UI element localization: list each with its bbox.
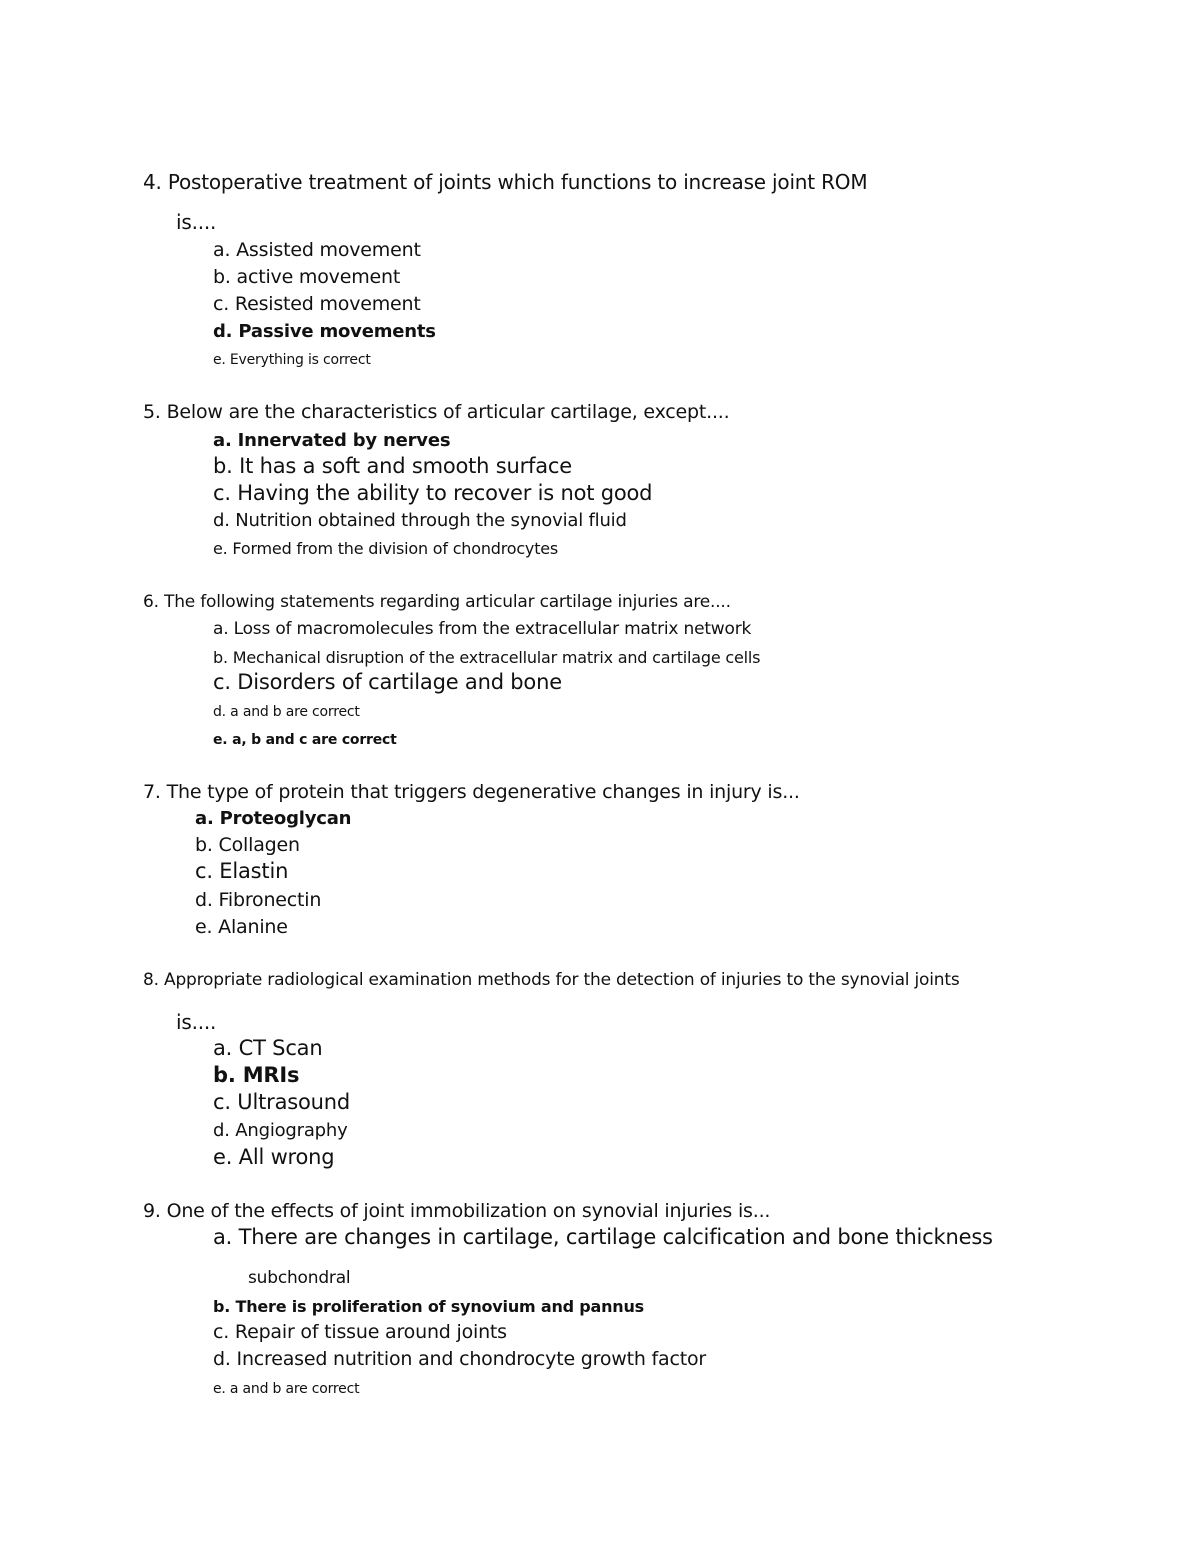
question-8-option-a: a. CT Scan [213, 1036, 323, 1060]
question-6-stem: 6. The following statements regarding articular cartilage injuries are.... [143, 592, 731, 612]
question-7-option-c: c. Elastin [195, 859, 289, 883]
question-9-stem: 9. One of the effects of joint immobilization on synovial injuries is... [143, 1200, 771, 1222]
question-9-option-d: d. Increased nutrition and chondrocyte growth factor [213, 1348, 707, 1370]
question-6-option-b: b. Mechanical disruption of the extracellular matrix and cartilage cells [213, 648, 761, 667]
question-5-option-d: d. Nutrition obtained through the synovial fluid [213, 510, 627, 531]
question-6-option-c: c. Disorders of cartilage and bone [213, 670, 562, 694]
question-7-option-e: e. Alanine [195, 916, 288, 938]
question-5-option-c: c. Having the ability to recover is not good [213, 481, 653, 505]
question-9-option-c: c. Repair of tissue around joints [213, 1321, 507, 1343]
question-9-option-b-answer: b. There is proliferation of synovium and pannus [213, 1297, 645, 1316]
question-8-option-c: c. Ultrasound [213, 1090, 350, 1114]
question-4-option-e: e. Everything is correct [213, 352, 371, 368]
question-4-stem: 4. Postoperative treatment of joints which functions to increase joint ROM [143, 170, 868, 194]
question-7-option-d: d. Fibronectin [195, 889, 322, 911]
question-4-stem-continued: is.... [176, 210, 217, 234]
question-4-option-c: c. Resisted movement [213, 293, 421, 315]
question-6-option-d: d. a and b are correct [213, 704, 360, 720]
question-7-stem: 7. The type of protein that triggers degenerative changes in injury is... [143, 781, 800, 803]
question-8-stem-continued: is.... [176, 1010, 217, 1034]
question-7-option-b: b. Collagen [195, 834, 300, 856]
question-4-option-b: b. active movement [213, 266, 401, 288]
question-9-option-e: e. a and b are correct [213, 1381, 360, 1397]
question-4-option-a: a. Assisted movement [213, 239, 421, 261]
question-4-option-d-answer: d. Passive movements [213, 321, 436, 342]
question-8-option-d: d. Angiography [213, 1120, 348, 1141]
question-9-option-a-continued: subchondral [248, 1268, 351, 1288]
question-7-option-a-answer: a. Proteoglycan [195, 808, 352, 829]
question-6-option-e-answer: e. a, b and c are correct [213, 732, 397, 748]
question-5-stem: 5. Below are the characteristics of articular cartilage, except.... [143, 401, 730, 423]
question-8-option-e: e. All wrong [213, 1145, 335, 1169]
question-8-stem: 8. Appropriate radiological examination methods for the detection of injuries to the synovial joints [143, 970, 960, 990]
question-6-option-a: a. Loss of macromolecules from the extracellular matrix network [213, 619, 752, 639]
question-5-option-e: e. Formed from the division of chondrocytes [213, 539, 559, 558]
question-5-option-a-answer: a. Innervated by nerves [213, 430, 451, 451]
question-5-option-b: b. It has a soft and smooth surface [213, 454, 572, 478]
question-8-option-b-answer: b. MRIs [213, 1063, 300, 1087]
question-9-option-a: a. There are changes in cartilage, cartilage calcification and bone thickness [213, 1225, 993, 1249]
